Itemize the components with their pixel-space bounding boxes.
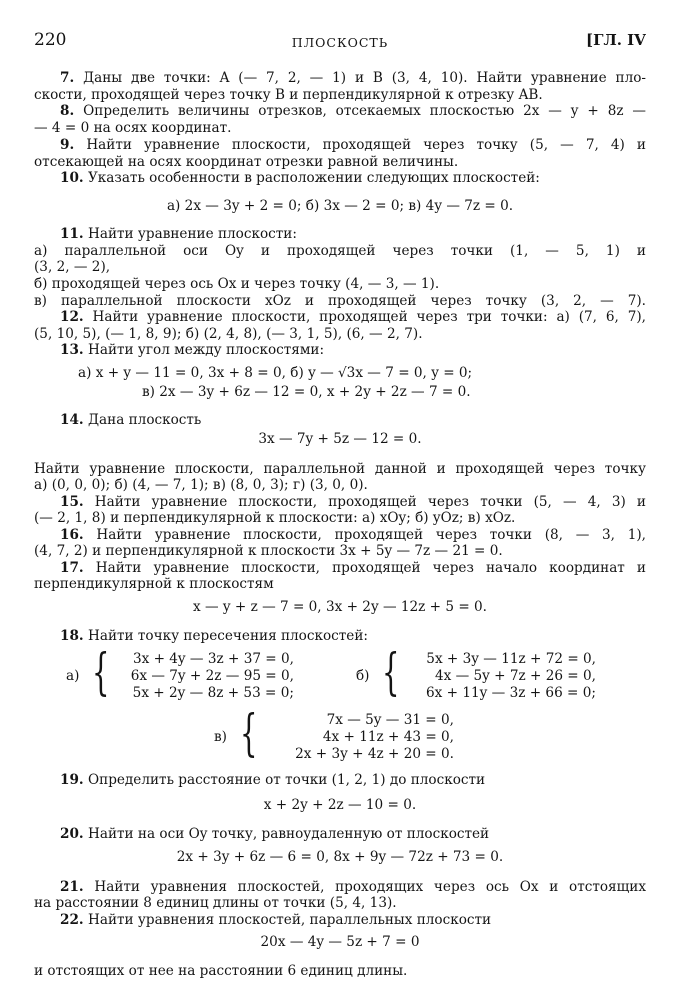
problem-13-equations-1: а) x + y — 11 = 0, 3x + 8 = 0, б) y — √3x — 7 = 0, y = 0; <box>78 365 473 381</box>
system-c-eq: 4x + 11z + 43 = 0, <box>322 729 454 745</box>
problem-9-line-1: 9. Найти уравнение плоскости, проходящей через точку (5, — 7, 4) и <box>60 137 646 153</box>
problem-19-line-1: 19. Определить расстояние от точки (1, 2, 1) до плоскости <box>60 772 486 788</box>
problem-15-line-2: (— 2, 1, 8) и перпендикулярной к плоскости: а) xOy; б) yOz; в) xOz. <box>34 510 516 526</box>
system-a-brace: { <box>92 643 110 701</box>
problem-20-equations: 2x + 3y + 6z — 6 = 0, 8x + 9y — 72z + 73 = 0. <box>176 849 504 865</box>
system-a-label: а) <box>66 668 80 684</box>
system-b <box>404 651 596 702</box>
system-a <box>114 651 294 702</box>
system-c <box>262 712 454 763</box>
system-c-brace: { <box>240 704 258 762</box>
problem-13-equations-2: в) 2x — 3y + 6z — 12 = 0, x + 2y + 2z — 7 = 0. <box>142 384 471 400</box>
problem-17-line-1: 17. Найти уравнение плоскости, проходящей через начало координат и <box>60 560 646 576</box>
problem-11-c: в) параллельной плоскости xOz и проходящей через точку (3, 2, — 7). <box>34 293 646 309</box>
problem-18-line-1: 18. Найти точку пересечения плоскостей: <box>60 628 368 644</box>
problem-14-equation: 3x — 7y + 5z — 12 = 0. <box>258 431 422 447</box>
system-b-label: б) <box>356 668 370 684</box>
page-number: 220 <box>34 30 67 50</box>
problem-21-line-1: 21. Найти уравнения плоскостей, проходящих через ось Ox и отстоящих <box>60 879 646 895</box>
problem-16-line-1: 16. Найти уравнение плоскости, проходящей через точки (8, — 3, 1), <box>60 527 646 543</box>
system-c-eq: 7x — 5y — 31 = 0, <box>326 712 454 728</box>
problem-7-line-1: 7. Даны две точки: A (— 7, 2, — 1) и B (3, 4, 10). Найти уравнение пло- <box>60 70 646 86</box>
system-a-eq: 6x — 7y + 2z — 95 = 0, <box>130 668 294 684</box>
system-b-eq: 6x + 11y — 3z + 66 = 0; <box>426 685 596 701</box>
problem-9-line-2: отсекающей на осях координат отрезки равной величины. <box>34 154 459 170</box>
system-c-label: в) <box>214 729 227 745</box>
problem-8-line-1: 8. Определить величины отрезков, отсекаемых плоскостью 2x — y + 8z — <box>60 103 647 119</box>
chapter-label: [ГЛ. IV <box>586 31 646 49</box>
problem-17-equations: x — y + z — 7 = 0, 3x + 2y — 12z + 5 = 0. <box>192 599 488 615</box>
problem-16-line-2: (4, 7, 2) и перпендикулярной к плоскости 3x + 5y — 7z — 21 = 0. <box>34 543 503 559</box>
problem-14-line-1: 14. Дана плоскость <box>60 412 202 428</box>
problem-12-line-1: 12. Найти уравнение плоскости, проходящей через три точки: а) (7, 6, 7), <box>60 309 646 325</box>
system-a-eq: 3x + 4y — 3z + 37 = 0, <box>132 651 294 667</box>
problem-12-line-2: (5, 10, 5), (— 1, 8, 9); б) (2, 4, 8), (— 3, 1, 5), (6, — 2, 7). <box>34 326 423 342</box>
problem-7-line-2: скости, проходящей через точку B и перпендикулярной к отрезку AB. <box>34 87 543 103</box>
system-b-eq: 5x + 3y — 11z + 72 = 0, <box>426 651 596 667</box>
system-b-brace: { <box>382 643 400 701</box>
problem-14-line-3: а) (0, 0, 0); б) (4, — 7, 1); в) (8, 0, 3); г) (3, 0, 0). <box>34 477 368 493</box>
problem-10-equations: а) 2x — 3y + 2 = 0; б) 3x — 2 = 0; в) 4y — 7z = 0. <box>166 198 514 214</box>
system-b-eq: 4x — 5y + 7z + 26 = 0, <box>434 668 596 684</box>
problem-11-line-1: 11. Найти уравнение плоскости: <box>60 226 297 242</box>
problem-11-a-line-2: (3, 2, — 2), <box>34 259 111 275</box>
problem-14-line-2: Найти уравнение плоскости, параллельной данной и проходящей через точку <box>34 461 646 477</box>
problem-22-line-2: и отстоящих от нее на расстоянии 6 единиц длины. <box>34 963 408 979</box>
system-a-eq: 5x + 2y — 8z + 53 = 0; <box>132 685 294 701</box>
problem-17-line-2: перпендикулярной к плоскостям <box>34 576 274 592</box>
running-title: ПЛОСКОСТЬ <box>291 35 389 50</box>
problem-15-line-1: 15. Найти уравнение плоскости, проходящей через точки (5, — 4, 3) и <box>60 494 646 510</box>
system-c-eq: 2x + 3y + 4z + 20 = 0. <box>295 746 454 762</box>
problem-21-line-2: на расстоянии 8 единиц длины от точки (5, 4, 13). <box>34 895 397 911</box>
problem-22-equation: 20x — 4y — 5z + 7 = 0 <box>260 934 420 950</box>
problem-11-b: б) проходящей через ось Ox и через точку (4, — 3, — 1). <box>34 276 440 292</box>
problem-22-line-1: 22. Найти уравнения плоскостей, параллельных плоскости <box>60 912 492 928</box>
problem-19-equation: x + 2y + 2z — 10 = 0. <box>263 797 417 813</box>
problem-20-line-1: 20. Найти на оси Oy точку, равноудаленную от плоскостей <box>60 826 490 842</box>
problem-10-line-1: 10. Указать особенности в расположении следующих плоскостей: <box>60 170 540 186</box>
problem-11-a-line-1: а) параллельной оси Oy и проходящей через точки (1, — 5, 1) и <box>34 243 646 259</box>
problem-8-line-2: — 4 = 0 на осях координат. <box>34 120 232 136</box>
problem-13-line-1: 13. Найти угол между плоскостями: <box>60 342 325 358</box>
